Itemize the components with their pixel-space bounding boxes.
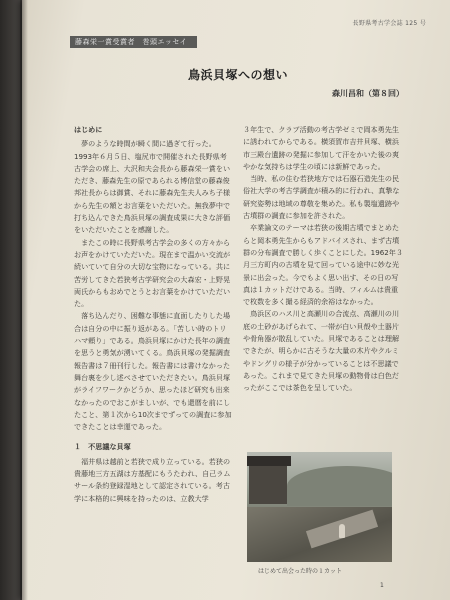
paragraph: ３年生で、クラブ活動の考古学ゼミで岡本勇先生に誘われてからである。横須賀市吉井貝塚、横浜市三殿台遺跡の発掘に参加して汗をかいた後の爽やかな気持ちは学生の頃には新鮮であった。 bbox=[243, 125, 400, 171]
page-binding-shadow bbox=[22, 0, 28, 600]
background-edge bbox=[0, 0, 20, 600]
intro-heading: はじめに bbox=[74, 125, 103, 134]
paragraph: またこの時に長野県考古学会の多くの方々からお声をかけていただいた。現在まで温かい交流が続いていて自分の大切な宝物になっている。共に苦労してきた若狭考古学研究会の大森宏・上野晃両氏からもおめでとうとお言葉をかけていただいた。 bbox=[74, 237, 231, 309]
paragraph: 卒業論文のテーマは若狭の後期古墳でまとめたらと岡本勇先生からもアドバイスされ、まず古墳群の分布調査で勝しく歩くことにした。1962年３月三方町内の古墳を見て回っている途中に妙な光景に出会った。今でもよく思い出す、その日の写真は１カットだけである。当時、フィルムは貴重で枚数を多く撮る経済的余裕はなかった。 bbox=[243, 223, 403, 307]
page-number: 1 bbox=[380, 582, 384, 589]
paragraph: 夢のような時間が瞬く間に過ぎて行った。1993年６月５日、塩尻市で開催された長野県考古学会の席上、大沢和夫会長から藤森栄一賞をいただき、藤森先生の原であられる博信堂の藤森俊邦社長からは御賞、それに藤森先生夫人みち子様から先生の額とお言葉をいただいた。無我夢中で打ち込んできた鳥浜貝塚の調査成果に大きな評価をいただいたことを感謝した。 bbox=[74, 139, 231, 235]
article-title: 鳥浜貝塚への想い bbox=[188, 68, 289, 82]
right-column bbox=[243, 124, 403, 395]
journal-header: 長野県考古学会誌 125 号 bbox=[352, 20, 426, 27]
photo-caption: はじめて出会った時の１カット bbox=[258, 568, 342, 575]
section-heading: １ 不思議な貝塚 bbox=[74, 442, 131, 452]
person bbox=[339, 524, 345, 538]
mountain bbox=[287, 466, 392, 506]
left-column bbox=[74, 124, 232, 505]
paragraph: 鳥浜区のハス川と高瀬川の合流点、高瀬川の川底の土砂があげられて、一帯が白い貝殻や土器片や骨角器が散乱していた。貝塚であることは理解できたが、明らかに古そうな大量の木片やクルミやドングリの様子が分かっていることは不思議であった。これまで見てきた貝塚の動物骨は白色だったがここでは茶色を呈していた。 bbox=[243, 309, 400, 393]
section-banner: 藤森栄一賞受賞者 巻頭エッセイ bbox=[70, 36, 197, 48]
paragraph: 落ち込んだり、困難な事態に直面したりした場合は自分の中に振り返がある。「苦しい時のトリハマ頼り」である。鳥浜貝塚にかけた長年の調査を思うと勇気が湧いてくる。鳥浜貝塚の発掘調査報告書は７冊刊行した。報告書には書けなかった舞台裏を少し述べさせていただきたい。鳥浜貝塚がライフワークかどうか、思ったほど研究も出来なかったのでおこがましいが、でも還暦を前にしたこと、第１次から10次までずっての調査に参加できたことは幸運であった。 bbox=[74, 311, 232, 432]
roof bbox=[247, 456, 291, 466]
house bbox=[249, 462, 287, 504]
excavation-photo bbox=[247, 452, 392, 562]
paragraph: 当時、私の住む若狭地方では石器石造先生の民俗社大学の考古学調査が積み的に行われ、真摯な研究姿勢は地域の尊敬を集めた。私も製塩遺跡や古墳群の調査に参加を許された。 bbox=[243, 174, 400, 221]
paragraph: 福井県は越前と若狭で成り立っている。若狭の貴藤地三方五湖は方基配にもうたわれ、自己ラムサール条約登録湿地として認定されている。考古学に本格的に興味を持ったのは、立教大学 bbox=[74, 456, 231, 503]
author-name: 森川昌和（第８回） bbox=[332, 89, 404, 98]
